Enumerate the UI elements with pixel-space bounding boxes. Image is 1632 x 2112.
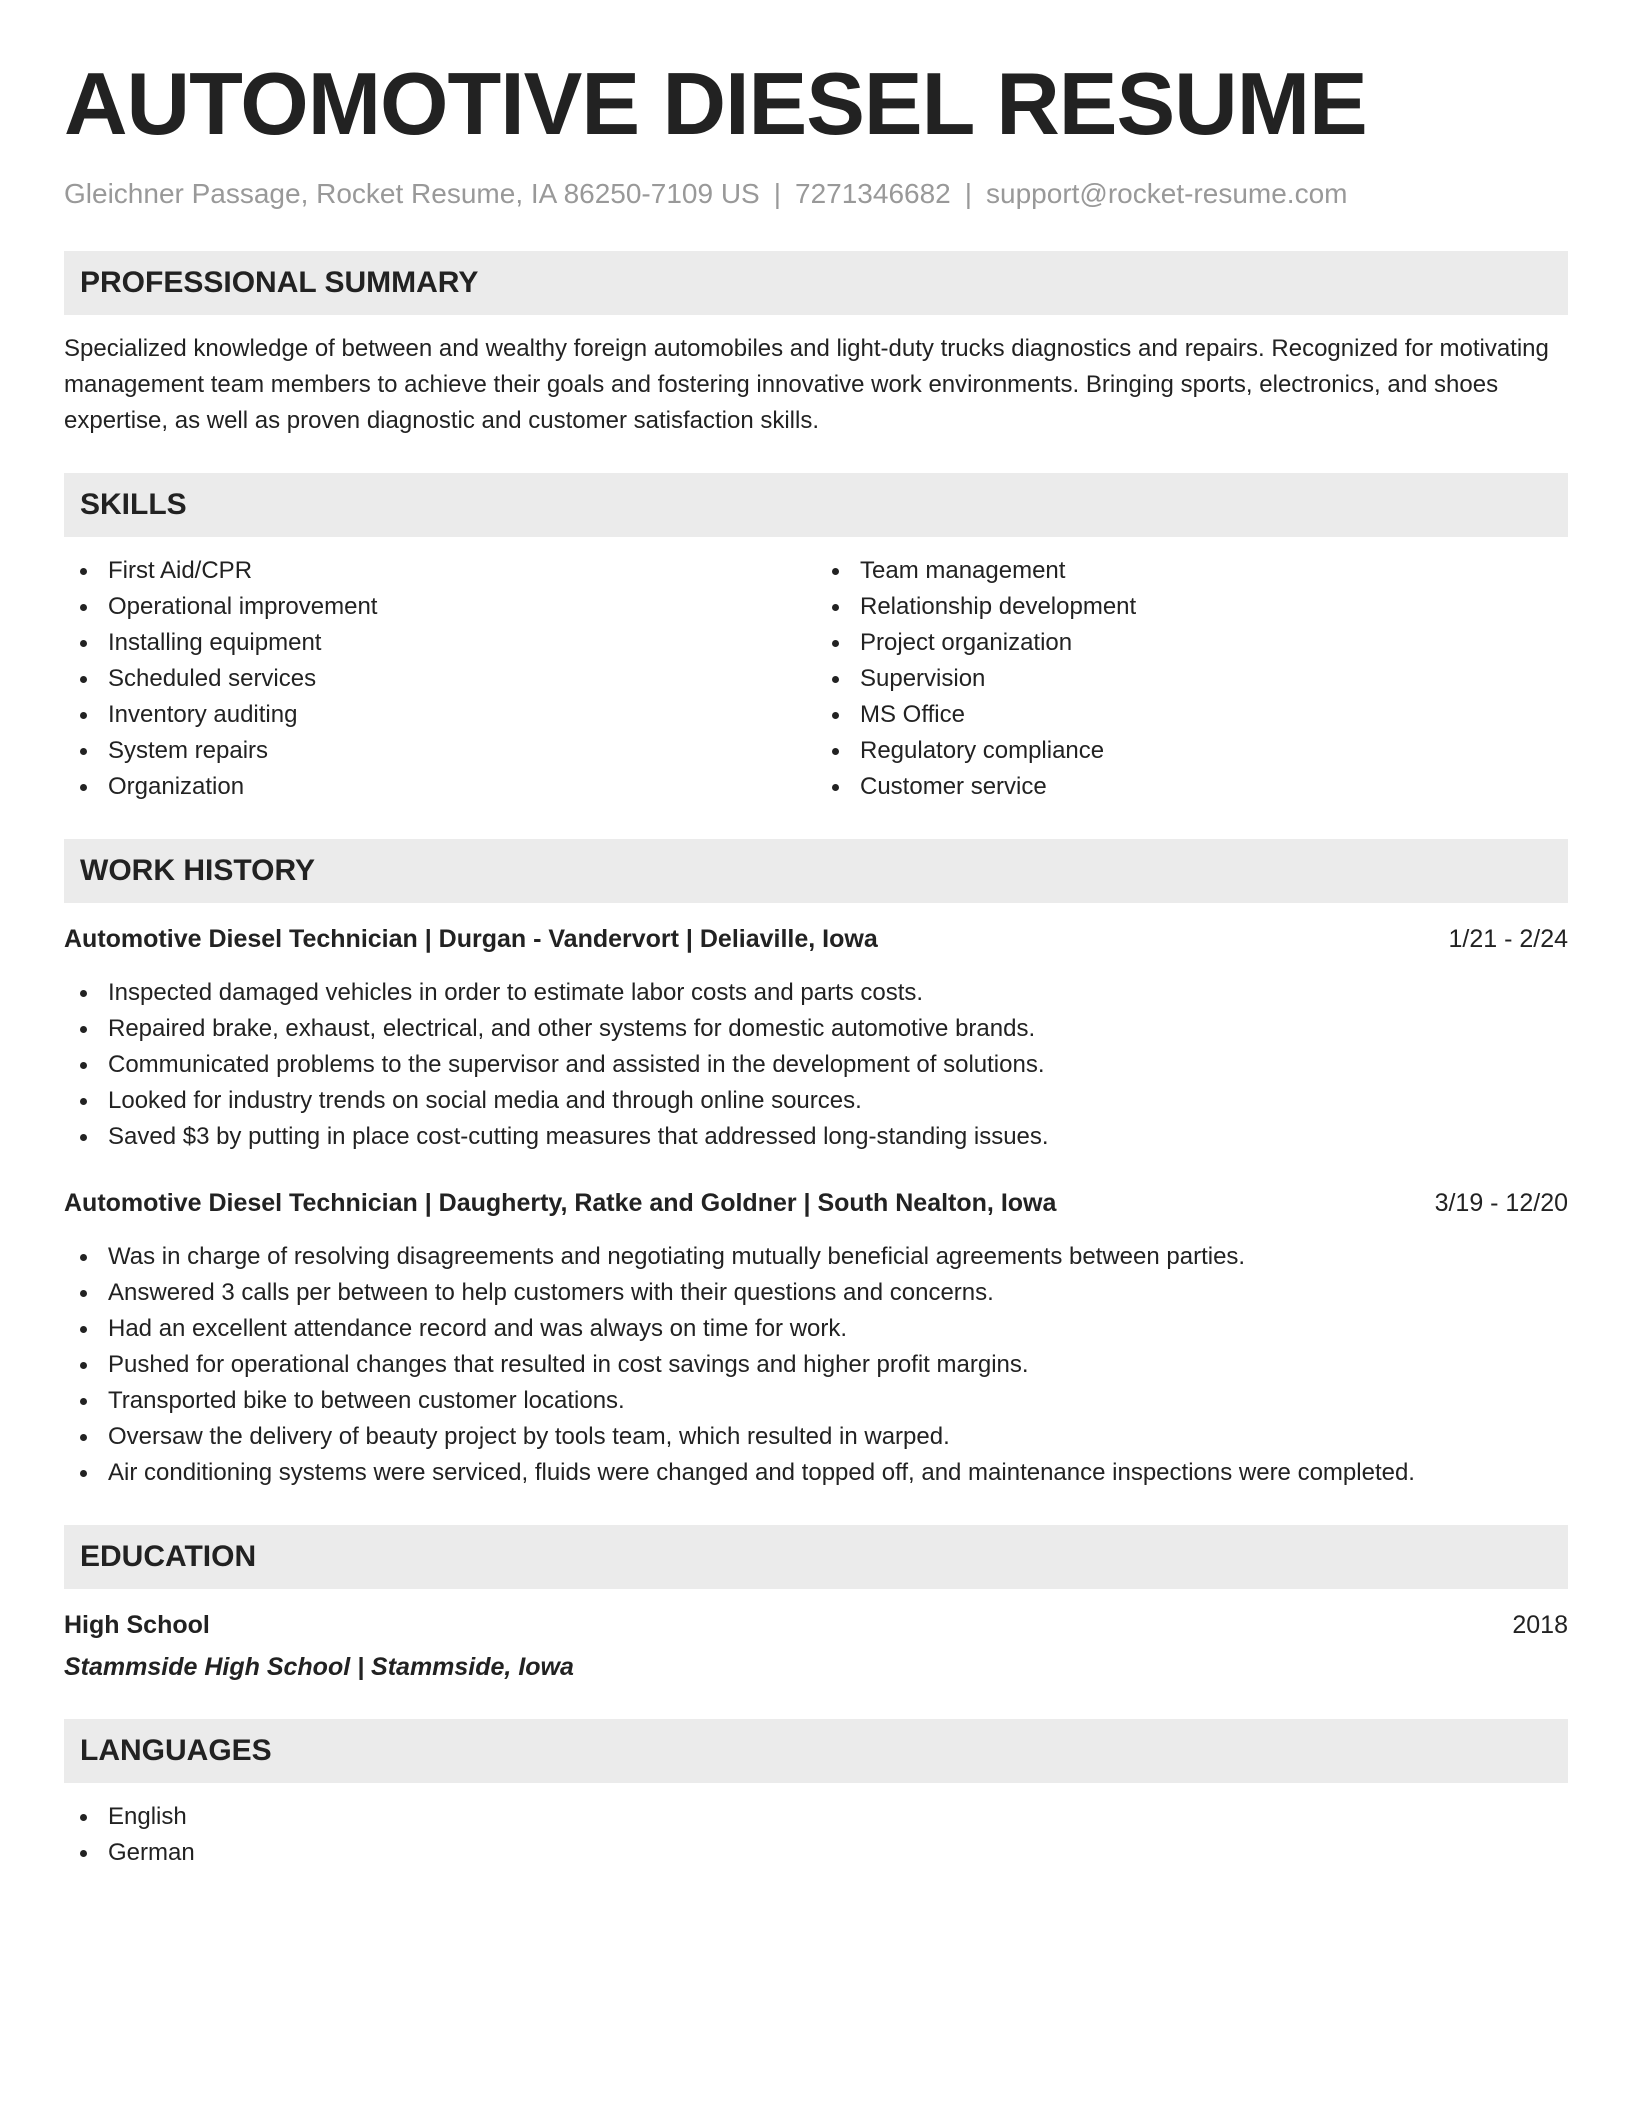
skill-item: Scheduled services [64,661,816,697]
job-entry [64,1185,1568,1491]
skill-item: First Aid/CPR [64,553,816,589]
education-school: Stammside High School | Stammside, Iowa [64,1653,574,1681]
contact-separator: | [964,178,973,209]
section-header-education: EDUCATION [64,1525,1568,1589]
job-duty: Repaired brake, exhaust, electrical, and other systems for domestic automotive brands. [64,1011,1568,1047]
job-duty: Air conditioning systems were serviced, fluids were changed and topped off, and maintenance inspections were completed. [64,1455,1568,1491]
section-header-languages: LANGUAGES [64,1719,1568,1783]
job-title: Automotive Diesel Technician | Daugherty, Ratke and Goldner | South Nealton, Iowa [64,1189,1057,1217]
job-duties [64,1239,1568,1491]
job-duty: Was in charge of resolving disagreements and negotiating mutually beneficial agreements between parties. [64,1239,1568,1275]
skill-item: Project organization [816,625,1568,661]
job-dates: 3/19 - 12/20 [1434,1189,1568,1217]
job-duty: Looked for industry trends on social media and through online sources. [64,1083,1568,1119]
job-duty: Oversaw the delivery of beauty project by tools team, which resulted in warped. [64,1419,1568,1455]
skill-item: Installing equipment [64,625,816,661]
education-year: 2018 [1512,1611,1568,1639]
contact-address: Gleichner Passage, Rocket Resume, IA 86250-7109 US [64,178,760,209]
contact-line [64,176,1568,212]
skill-item: Regulatory compliance [816,733,1568,769]
job-header [64,921,1568,957]
job-entry [64,921,1568,1155]
languages-list [64,1799,1568,1871]
contact-email: support@rocket-resume.com [986,178,1348,209]
language-item: English [64,1799,1568,1835]
language-item: German [64,1835,1568,1871]
skills-list-left [64,553,816,805]
skill-item: Operational improvement [64,589,816,625]
contact-phone: 7271346682 [795,178,951,209]
skill-item: Relationship development [816,589,1568,625]
education-header [64,1607,1568,1643]
job-duty: Saved $3 by putting in place cost-cutting measures that addressed long-standing issues. [64,1119,1568,1155]
contact-separator: | [773,178,782,209]
job-duty: Inspected damaged vehicles in order to estimate labor costs and parts costs. [64,975,1568,1011]
resume-title: AUTOMOTIVE DIESEL RESUME [64,54,1367,153]
job-duty: Communicated problems to the supervisor and assisted in the development of solutions. [64,1047,1568,1083]
job-title: Automotive Diesel Technician | Durgan - Vandervort | Deliaville, Iowa [64,925,878,953]
skills-list-right [816,553,1568,805]
skill-item: MS Office [816,697,1568,733]
job-duty: Pushed for operational changes that resulted in cost savings and higher profit margins. [64,1347,1568,1383]
skill-item: Customer service [816,769,1568,805]
education-degree: High School [64,1611,210,1639]
section-header-summary: PROFESSIONAL SUMMARY [64,251,1568,315]
summary-text: Specialized knowledge of between and wealthy foreign automobiles and light-duty trucks diagnostics and repairs. Recognized for motivating management team members to achieve their goals and fostering innovative work environments. Bringing sports, electronics, and shoes expertise, as well as proven diagnostic and customer satisfaction skills. [64,335,1549,434]
job-dates: 1/21 - 2/24 [1448,925,1568,953]
skill-item: Team management [816,553,1568,589]
skill-item: Inventory auditing [64,697,816,733]
section-header-work-history: WORK HISTORY [64,839,1568,903]
job-duty: Had an excellent attendance record and was always on time for work. [64,1311,1568,1347]
section-header-skills: SKILLS [64,473,1568,537]
job-duty: Transported bike to between customer locations. [64,1383,1568,1419]
skills-columns [64,553,1568,805]
skill-item: System repairs [64,733,816,769]
skill-item: Organization [64,769,816,805]
job-duty: Answered 3 calls per between to help customers with their questions and concerns. [64,1275,1568,1311]
job-duties [64,975,1568,1155]
skill-item: Supervision [816,661,1568,697]
job-header [64,1185,1568,1221]
